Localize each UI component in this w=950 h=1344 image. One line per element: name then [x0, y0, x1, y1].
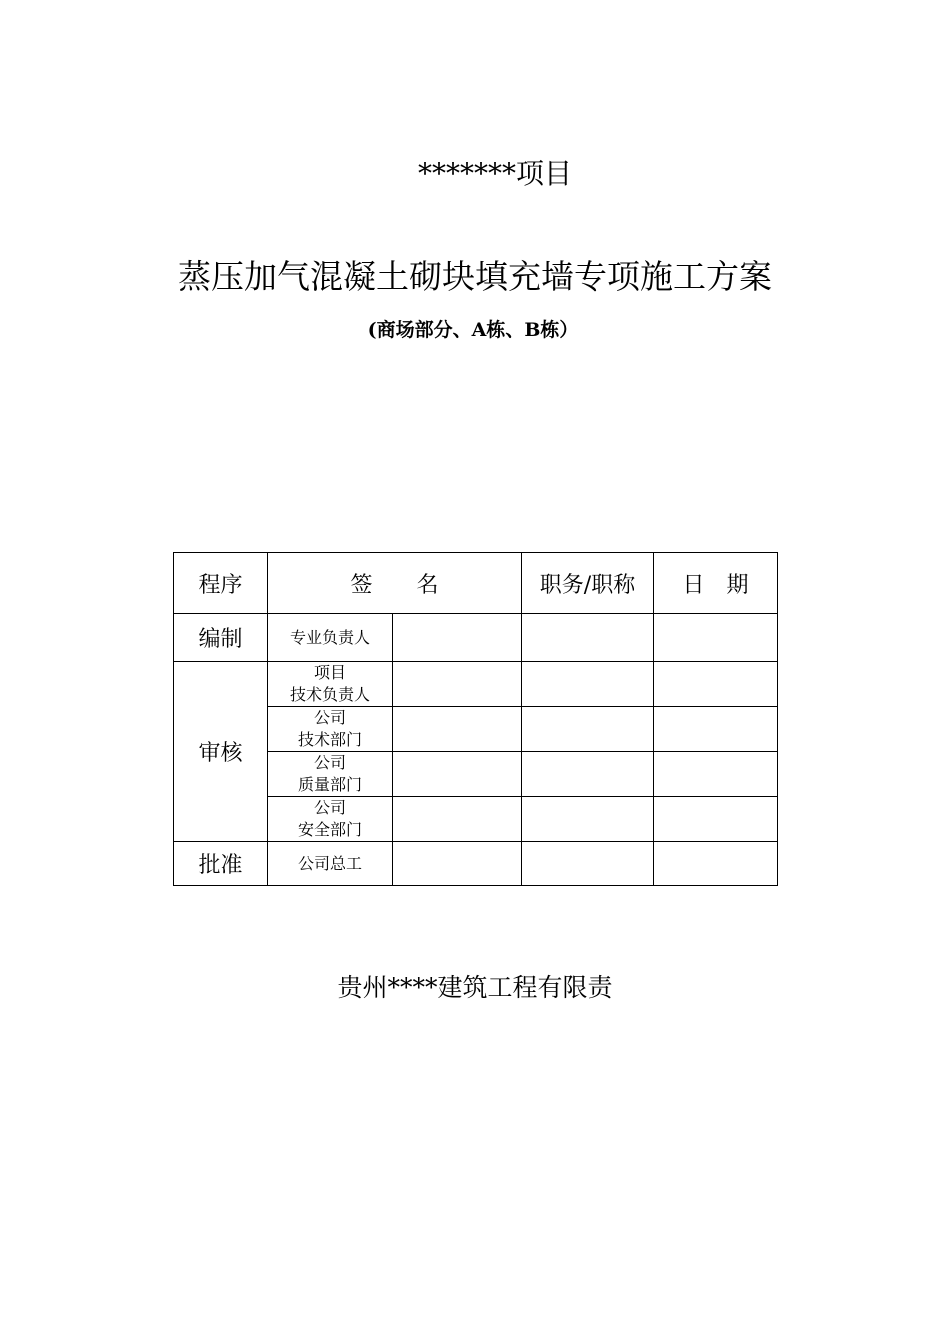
table-row	[174, 662, 778, 707]
approve-date-field[interactable]	[654, 842, 778, 886]
review-position-field[interactable]	[522, 797, 654, 842]
compile-signature-field[interactable]	[393, 614, 522, 662]
review-date-field[interactable]	[654, 797, 778, 842]
document-title: 蒸压加气混凝土砌块填充墙专项施工方案	[178, 257, 772, 296]
review-date-field[interactable]	[654, 662, 778, 707]
approve-label: 批准	[174, 842, 268, 886]
review-role-line1: 公司	[313, 798, 346, 817]
review-signature-field[interactable]	[393, 707, 522, 752]
review-role-line1: 项目	[313, 663, 346, 682]
review-signature-field[interactable]	[393, 752, 522, 797]
header-signature: 签 名	[268, 553, 522, 614]
review-role	[268, 707, 393, 752]
table-header-row	[174, 553, 778, 614]
approve-signature-field[interactable]	[393, 842, 522, 886]
review-role	[268, 662, 393, 707]
review-role	[268, 797, 393, 842]
review-role-line1: 公司	[313, 708, 346, 727]
table-row	[174, 614, 778, 662]
compile-position-field[interactable]	[522, 614, 654, 662]
review-position-field[interactable]	[522, 662, 654, 707]
review-signature-field[interactable]	[393, 797, 522, 842]
signature-table	[173, 552, 778, 886]
approve-role: 公司总工	[268, 842, 393, 886]
review-role-line2: 质量部门	[297, 775, 362, 794]
review-label: 审核	[174, 662, 268, 842]
company-name: 贵州****建筑工程有限责	[337, 973, 613, 1002]
project-title: *******项目	[417, 157, 572, 190]
review-role-line2: 技术部门	[297, 730, 362, 749]
review-role-line2: 安全部门	[297, 820, 362, 839]
review-role	[268, 752, 393, 797]
compile-role: 专业负责人	[268, 614, 393, 662]
review-position-field[interactable]	[522, 752, 654, 797]
review-date-field[interactable]	[654, 752, 778, 797]
header-procedure: 程序	[174, 553, 268, 614]
compile-label: 编制	[174, 614, 268, 662]
table-row	[174, 842, 778, 886]
header-position: 职务/职称	[522, 553, 654, 614]
approve-position-field[interactable]	[522, 842, 654, 886]
review-signature-field[interactable]	[393, 662, 522, 707]
review-position-field[interactable]	[522, 707, 654, 752]
review-role-line2: 技术负责人	[289, 685, 370, 704]
compile-date-field[interactable]	[654, 614, 778, 662]
review-date-field[interactable]	[654, 707, 778, 752]
document-subtitle: (商场部分、A栋、B栋）	[367, 319, 579, 341]
header-date: 日 期	[654, 553, 778, 614]
review-role-line1: 公司	[313, 753, 346, 772]
